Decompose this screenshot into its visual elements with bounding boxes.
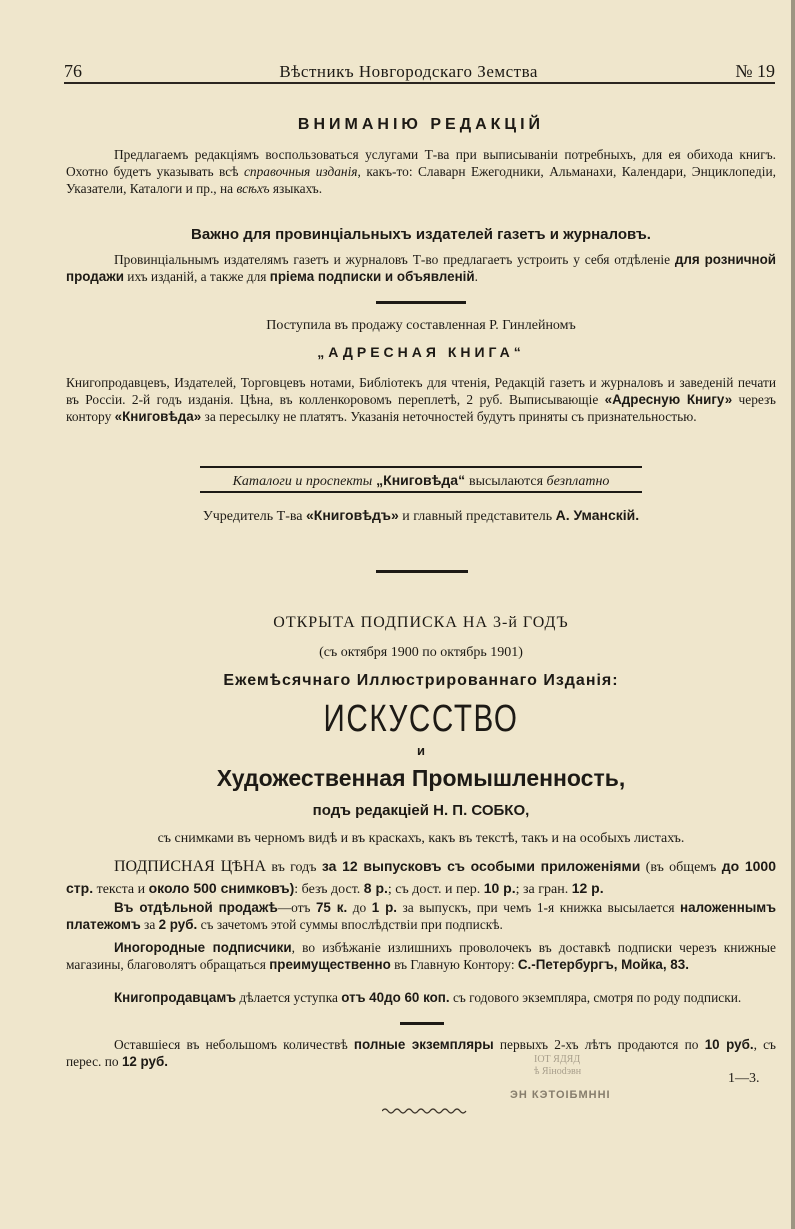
address-book-intro: Поступила въ продажу составленная Р. Гинлейномъ (266, 318, 576, 333)
editors-notice-heading: ВНИМАНІЮ РЕДАКЦІЙ (297, 116, 545, 133)
ad-run-mark: 1—3. (728, 1071, 760, 1086)
page-edge-shadow (791, 0, 795, 1229)
subscription-single-sale: Въ отдѣльной продажѣ—отъ 75 к. до 1 р. за выпускъ, при чемъ 1-я книжка высылается наложеннымъ платежомъ за 2 руб. съ зачетомъ этой суммы впослѣдствіи при подпискѣ. (66, 900, 776, 932)
section-divider-2 (376, 570, 468, 573)
magazine-title: ИСКУССТВО (323, 698, 519, 740)
address-book-text: Книгопродавцевъ, Издателей, Торговцевъ нотами, Библіотекъ для чтенія, Редакцій газетъ и журналовъ и заведеній печати въ Россіи. 2-й годъ изданія. Цѣна, въ колленкоровомъ переплетѣ, 2 руб. Выписывающіе «Адресную Книгу» черезъ контору «Книговѣда» за пересылку не платятъ. Указанія неточностей будутъ приняты съ признательностью. (66, 375, 776, 424)
subscription-open: ОТКРЫТА ПОДПИСКА НА 3-й ГОДЪ (273, 614, 569, 631)
page-header (64, 56, 775, 82)
catalogs-line: Каталоги и проспекты „Книговѣда“ высылаются безплатно (232, 472, 610, 489)
subscription-period: (съ октября 1900 по октябрь 1901) (319, 645, 523, 660)
bleed-through-2: ѣ Яіноdэвн (534, 1066, 582, 1077)
provincial-text: Провинціальнымъ издателямъ газетъ и журналовъ Т-во предлагаетъ устроить у себя отдѣленіе для розничной продажи ихъ изданій, а также для пріема подписки и объявленій. (66, 252, 776, 284)
wavy-ornament (382, 1107, 468, 1115)
section-divider-3 (400, 1022, 444, 1025)
issue-number: № 19 (735, 61, 775, 81)
bleed-through-3: ЭН КЭТОІБМННІ (510, 1089, 611, 1101)
magazine-photos: съ снимками въ черномъ видѣ и въ краскахъ, какъ въ текстѣ, такъ и на особыхъ листахъ. (157, 831, 685, 846)
magazine-subtitle: Художественная Промышленность, (216, 765, 626, 791)
catalogs-top-rule (200, 466, 642, 468)
address-book-title: „АДРЕСНАЯ КНИГА“ (317, 344, 525, 360)
magazine-and: и (417, 743, 425, 758)
page-number: 76 (64, 61, 82, 81)
catalogs-bottom-rule (200, 491, 642, 493)
bleed-through-1: ІОТ ЯДЯД (534, 1054, 581, 1065)
subscription-booksellers: Книгопродавцамъ дѣлается уступка отъ 40до 60 коп. съ годового экземпляра, смотря по роду подписки. (114, 990, 742, 1005)
provincial-heading: Важно для провинціальныхъ издателей газетъ и журналовъ. (191, 226, 651, 243)
founder-line: Учредитель Т-ва «Книговѣдъ» и главный представитель А. Уманскій. (202, 507, 640, 524)
editors-notice-text: Предлагаемъ редакціямъ воспользоваться услугами Т-ва при выписыванiи потребныхъ, для ея обихода книгъ. Охотно будетъ указывать всѣ справочныя изданія, какъ-то: Славарн Ежегодники, Альманахи, Календари, Энциклопедіи, Указатели, Каталоги и пр., на всѣхъ языкахъ. (66, 147, 776, 196)
subscription-price: ПОДПИСНАЯ ЦѢНА въ годъ за 12 выпусковъ съ особыми приложеніями (въ общемъ до 1000 стр. текста и около 500 снимковъ): безъ дост. 8 р.; съ дост. и пер. 10 р.; за гран. 12 р. (66, 858, 776, 897)
header-rule (64, 82, 775, 84)
journal-title: Вѣстникъ Новгородскаго Земства (279, 62, 538, 81)
section-divider (376, 301, 466, 304)
subscription-remaining: Оставшіеся въ небольшомъ количествѣ полные экземпляры первыхъ 2-хъ лѣтъ продаются по 10 руб., съ перес. по 12 руб. (66, 1037, 776, 1069)
subscription-monthly: Ежемѣсячнаго Иллюстрированнаго Изданія: (223, 672, 619, 689)
subscription-out-of-town: Иногородные подписчики, во избѣжаніе излишнихъ проволочекъ въ доставкѣ подписки черезъ книжные магазины, благоволятъ обращаться преимущественно въ Главную Контору: С.-Петербургъ, Мойка, 83. (66, 940, 777, 972)
magazine-editor: подъ редакціей Н. П. СОБКО, (312, 802, 530, 819)
